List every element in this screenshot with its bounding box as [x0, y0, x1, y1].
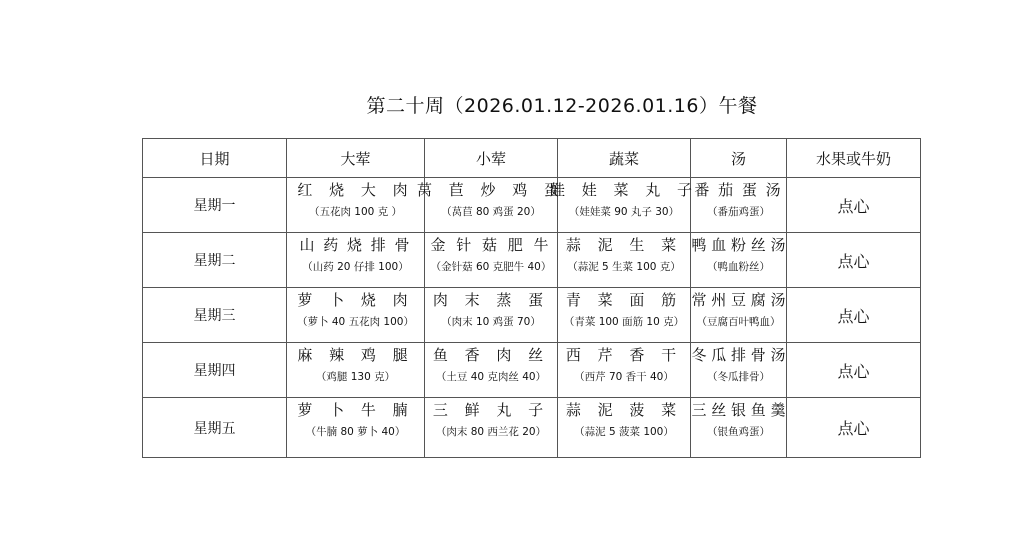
header-fruit-or-milk: 水果或牛奶	[787, 139, 921, 178]
soup-cell	[691, 343, 787, 398]
soup-cell	[691, 288, 787, 343]
big-meat-cell	[287, 398, 425, 458]
vegetable-cell	[549, 178, 699, 233]
fruit-or-milk-cell: 点心	[787, 233, 921, 288]
dish-name: 鱼 香 肉 丝	[432, 345, 550, 364]
vegetable-cell	[558, 398, 691, 458]
header-big-meat: 大荤	[287, 139, 425, 178]
dish-name: 萝 卜 牛 腩	[297, 400, 414, 419]
header-soup: 汤	[691, 139, 787, 178]
soup-cell	[691, 178, 787, 233]
fruit-or-milk-cell: 点心	[787, 178, 921, 233]
dish-name: 番 茄 蛋 汤	[694, 180, 783, 199]
table-row	[143, 288, 921, 343]
dish-note: （鸭血粉丝）	[707, 260, 770, 273]
table-header-row	[143, 139, 921, 178]
dish-note: （银鱼鸡蛋）	[707, 425, 770, 438]
table-row	[143, 398, 921, 458]
dish-name: 麻 辣 鸡 腿	[297, 345, 414, 364]
day-cell: 星期二	[143, 233, 287, 288]
page-title: 第二十周（2026.01.12-2026.01.16）午餐	[366, 95, 758, 117]
soup-cell	[691, 233, 787, 288]
dish-note: （青菜 100 面筋 10 克）	[563, 315, 685, 328]
dish-note: （五花肉 100 克 ）	[308, 205, 403, 218]
dish-note: （土豆 40 克肉丝 40）	[435, 370, 547, 383]
dish-name: 山 药 烧 排 骨	[299, 235, 412, 254]
big-meat-cell	[287, 233, 425, 288]
small-meat-cell	[416, 178, 566, 233]
header-date: 日期	[143, 139, 287, 178]
small-meat-cell	[425, 233, 558, 288]
table-row	[143, 233, 921, 288]
fruit-or-milk-cell: 点心	[787, 398, 921, 458]
small-meat-cell	[425, 288, 558, 343]
table-row	[143, 178, 921, 233]
small-meat-cell	[425, 398, 558, 458]
dish-name: 三 丝 银 鱼 羹	[691, 400, 786, 419]
dish-note: （山药 20 仔排 100）	[302, 260, 409, 273]
dish-note: （豆腐百叶鸭血）	[696, 315, 781, 328]
dish-name: 金 针 菇 肥 牛	[430, 235, 552, 254]
big-meat-cell	[287, 343, 425, 398]
vegetable-cell	[558, 233, 691, 288]
dish-name: 萝 卜 烧 肉	[297, 290, 414, 309]
dish-name: 西 芹 香 干	[565, 345, 683, 364]
big-meat-cell	[287, 288, 425, 343]
dish-note: （蒜泥 5 菠菜 100）	[574, 425, 674, 438]
dish-note: （番茄鸡蛋）	[707, 205, 770, 218]
dish-name: 蒜 泥 菠 菜	[565, 400, 683, 419]
dish-name: 娃 娃 菜 丸 子	[549, 180, 699, 199]
dish-note: （冬瓜排骨）	[707, 370, 770, 383]
dish-note: （蒜泥 5 生菜 100 克）	[567, 260, 681, 273]
dish-name: 常 州 豆 腐 汤	[691, 290, 786, 309]
vegetable-cell	[558, 288, 691, 343]
vegetable-cell	[558, 343, 691, 398]
dish-name: 三 鲜 丸 子	[432, 400, 550, 419]
dish-name: 红 烧 大 肉	[297, 180, 414, 199]
dish-name: 肉 末 蒸 蛋	[432, 290, 550, 309]
table-row	[143, 343, 921, 398]
lunch-menu-table	[142, 138, 921, 458]
big-meat-cell	[287, 178, 425, 233]
dish-name: 莴 苣 炒 鸡 蛋	[416, 180, 566, 199]
header-small-meat: 小荤	[425, 139, 558, 178]
dish-note: （肉末 80 西兰花 20）	[435, 425, 547, 438]
day-cell: 星期一	[143, 178, 287, 233]
dish-note: （牛腩 80 萝卜 40）	[305, 425, 406, 438]
day-cell: 星期三	[143, 288, 287, 343]
dish-name: 鸭 血 粉 丝 汤	[691, 235, 786, 254]
dish-note: （肉末 10 鸡蛋 70）	[441, 315, 541, 328]
fruit-or-milk-cell: 点心	[787, 343, 921, 398]
dish-name: 冬 瓜 排 骨 汤	[691, 345, 786, 364]
day-cell: 星期四	[143, 343, 287, 398]
fruit-or-milk-cell: 点心	[787, 288, 921, 343]
header-vegetable: 蔬菜	[558, 139, 691, 178]
soup-cell	[691, 398, 787, 458]
dish-note: （莴苣 80 鸡蛋 20）	[441, 205, 541, 218]
dish-note: （萝卜 40 五花肉 100）	[297, 315, 414, 328]
dish-name: 青 菜 面 筋	[565, 290, 683, 309]
dish-note: （金针菇 60 克肥牛 40）	[430, 260, 552, 273]
dish-note: （西芹 70 香干 40）	[574, 370, 674, 383]
small-meat-cell	[425, 343, 558, 398]
dish-note: （娃娃菜 90 丸子 30）	[568, 205, 680, 218]
dish-name: 蒜 泥 生 菜	[565, 235, 683, 254]
dish-note: （鸡腿 130 克）	[315, 370, 396, 383]
day-cell: 星期五	[143, 398, 287, 458]
